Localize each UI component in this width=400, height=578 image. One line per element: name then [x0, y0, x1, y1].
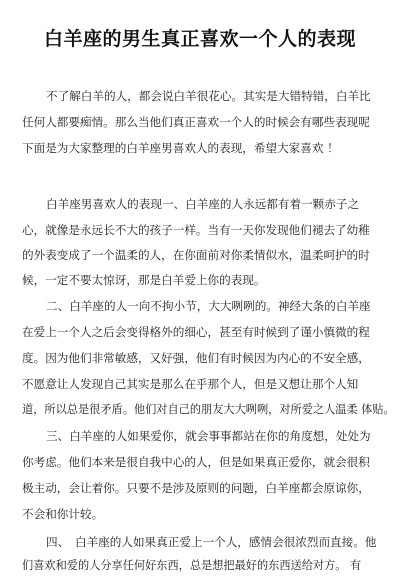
paragraph-1-line-2: 任何人都要痴情。那么当他们真正喜欢一个人的时候会有哪些表现呢	[22, 115, 370, 129]
paragraph-5-line-1: 四、 白羊座的人如果真正爱上一个人，感情会很浓烈而直接。他	[46, 535, 377, 549]
paragraph-4-line-4: 不会和你计较。	[22, 507, 104, 521]
article-title: 白羊座的男生真正喜欢一个人的表现	[43, 28, 356, 50]
paragraph-2-line-2: 心，就像是永远长不大的孩子一样。当有一天你发现他们褪去了幼稚	[22, 223, 370, 237]
paragraph-1-line-1: 不了解白羊的人，都会说白羊很花心。其实是大错特错，白羊比	[46, 89, 371, 103]
paragraph-4-line-1: 三、白羊座的人如果爱你，就会事事都站在你的角度想，处处为	[46, 429, 371, 443]
paragraph-4-line-2: 你考虑。他们本来是很自我中心的人，但是如果真正爱你，就会很积	[22, 455, 370, 469]
paragraph-2-line-3: 的外表变成了一个温柔的人，在你面前对你柔情似水，温柔呵护的时	[22, 248, 370, 262]
paragraph-3-line-3: 度。因为他们非常敏感，又好强，他们有时候因为内心的不安全感，	[22, 351, 370, 365]
paragraph-5-line-2: 们喜欢和爱的人分享任何好东西，总是想把最好的东西送给对方。 有	[22, 559, 362, 572]
paragraph-4-line-3: 极主动，会让着你。只要不是涉及原则的问题，白羊座都会原谅你，	[22, 481, 370, 495]
paragraph-1-line-3: 下面是为大家整理的白羊座男喜欢人的表现，希望大家喜欢 ！	[22, 141, 339, 155]
paragraph-3-line-2: 在爱上一个人之后会变得格外的细心，甚至有时候到了谨小慎微的程	[22, 325, 370, 339]
paragraph-2-line-4: 候，一定不要太惊讶，那是白羊爱上你的表现。	[22, 273, 266, 287]
paragraph-3-line-5: 道，所以总是很矛盾。他们对自己的朋友大大咧咧，对所爱之人温柔 体贴。	[22, 403, 395, 416]
paragraph-3-line-4: 不愿意让人发现自己其实是那么在乎那个人，但是又想让那个人知	[22, 377, 359, 391]
paragraph-2-line-1: 白羊座男喜欢人的表现一、白羊座的人永远都有着一颗赤子之	[46, 197, 360, 211]
paragraph-3-line-1: 二、白羊座的人一向不拘小节，大大咧咧的。神经大条的白羊座	[46, 299, 371, 313]
